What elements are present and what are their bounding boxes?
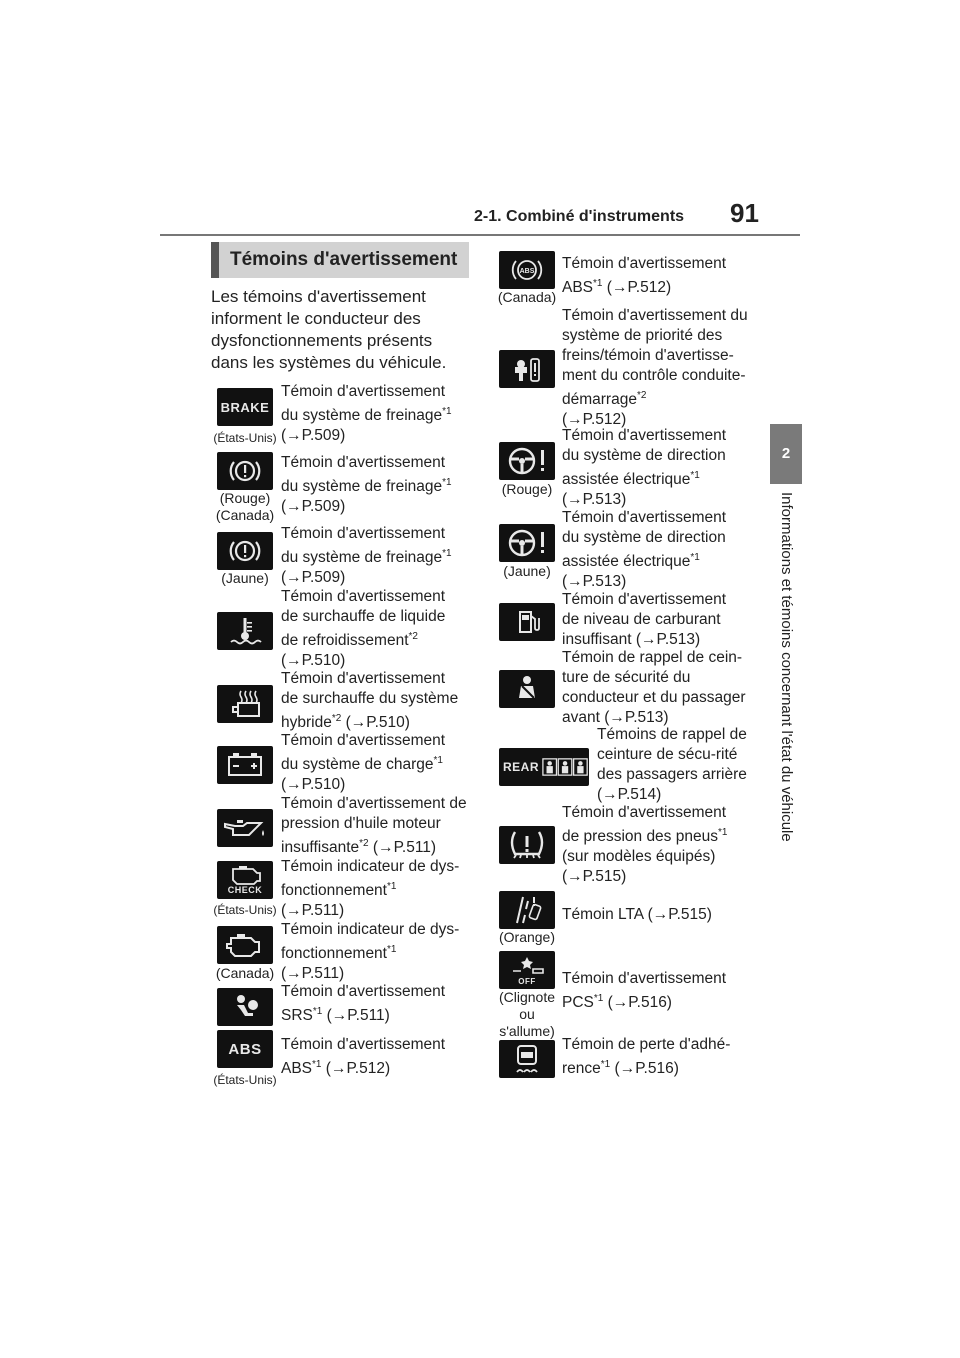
chapter-tab: 2: [770, 424, 802, 484]
srs-airbag-icon: [217, 988, 273, 1026]
coolant-temp-icon: [217, 612, 273, 650]
page-number: 91: [730, 198, 759, 228]
brake-circle-icon: [217, 532, 273, 570]
warning-description: Témoin LTA (→P.515): [562, 906, 712, 923]
icon-caption: (Canada): [215, 965, 275, 981]
warning-description: Témoin indicateur de dys-fonctionnement$^{*1}$ (→P.511): [281, 858, 460, 920]
engine-icon: [217, 926, 273, 964]
brake-circle-icon: [217, 452, 273, 490]
warning-description: Témoin d'avertissement du système de priorité des freins/témoin d'avertisse-ment du contrôle conduite-démarrage$^{*2}$ (→P.512): [562, 307, 748, 429]
warning-description: Témoin d'avertissement de pression d'huile moteur insuffisante$^{*2}$ (→P.511): [281, 795, 467, 857]
warning-description: Témoin d'avertissement du système de freinage$^{*1}$ (→P.509): [281, 383, 452, 445]
warning-description: Témoin d'avertissement PCS$^{*1}$ (→P.516): [562, 970, 727, 1012]
warning-description: Témoin d'avertissement du système de charge$^{*1}$ (→P.510): [281, 732, 446, 794]
seatbelt-icon: [499, 670, 555, 708]
icon-caption: (États-Unis): [213, 1073, 277, 1087]
battery-icon: [217, 746, 273, 784]
icon-caption: (Orange): [498, 929, 556, 945]
icon-caption: (Jaune): [221, 570, 269, 586]
section-title: Témoins d'avertissement: [230, 249, 458, 270]
warning-description: Témoin de perte d'adhé-rence$^{*1}$ (→P.516): [562, 1036, 731, 1078]
brake-priority-icon: [499, 350, 555, 388]
icon-caption: (États-Unis): [213, 431, 277, 445]
warning-description: Témoin d'avertissement de surchauffe de liquide de refroidissement$^{*2}$ (→P.510): [281, 588, 446, 670]
steering-warning-icon: [499, 442, 555, 480]
warning-description: Témoin d'avertissement SRS$^{*1}$ (→P.511): [281, 983, 446, 1025]
chapter-side-title: Informations et témoins concernant l'état du véhicule: [778, 492, 795, 842]
section-intro: Les témoins d'avertissement informent le conducteur des dysfonctionnements présents dans les systèmes du véhicule.: [211, 287, 447, 372]
warning-description: Témoin d'avertissement du système de direction assistée électrique$^{*1}$ (→P.513): [562, 427, 727, 509]
rear-seatbelt-icon: REAR: [499, 748, 589, 786]
chapter-title: 2-1. Combiné d'instruments: [474, 208, 685, 225]
header-rule: [160, 234, 800, 236]
warning-description: Témoin d'avertissement ABS$^{*1}$ (→P.512): [562, 255, 727, 297]
icon-caption: (Canada): [497, 289, 557, 305]
check-engine-icon: CHECK: [217, 861, 273, 899]
hybrid-overheat-icon: [217, 685, 273, 723]
brake-text-icon: BRAKE: [217, 388, 273, 426]
icon-caption: (Rouge): [501, 481, 553, 497]
abs-text-icon: ABS: [217, 1030, 273, 1068]
icon-caption: (États-Unis): [213, 903, 277, 917]
section-header: [211, 242, 469, 278]
svg-text:ABS: ABS: [519, 268, 535, 275]
steering-warning-icon: [499, 524, 555, 562]
warning-description: Témoin d'avertissement de pression des pneus$^{*1}$ (sur modèles équipés) (→P.515): [562, 804, 728, 886]
warning-description: Témoin d'avertissement de surchauffe du système hybride$^{*2}$ (→P.510): [281, 670, 459, 732]
fuel-pump-icon: [499, 603, 555, 641]
slip-indicator-icon: [499, 1040, 555, 1078]
warning-description: Témoin d'avertissement ABS$^{*1}$ (→P.512): [281, 1036, 446, 1078]
warning-description: Témoin indicateur de dys-fonctionnement$^{*1}$ (→P.511): [281, 921, 460, 983]
icon-caption: (Jaune): [503, 563, 551, 579]
lta-icon: [499, 891, 555, 929]
tire-pressure-icon: [499, 826, 555, 864]
icon-caption: (Rouge) (Canada): [215, 490, 275, 523]
warning-description: Témoin d'avertissement du système de direction assistée électrique$^{*1}$ (→P.513): [562, 509, 727, 591]
pcs-off-icon: OFF: [499, 951, 555, 989]
warning-description: Témoin d'avertissement du système de freinage$^{*1}$ (→P.509): [281, 525, 452, 587]
abs-circle-icon: [499, 251, 555, 289]
oil-pressure-icon: [217, 809, 273, 847]
warning-description: Témoins de rappel de ceinture de sécu-rité des passagers arrière (→P.514): [597, 726, 747, 803]
warning-description: Témoin de rappel de cein-ture de sécurité du conducteur et du passager avant (→P.513): [562, 649, 746, 726]
warning-description: Témoin d'avertissement de niveau de carburant insuffisant (→P.513): [562, 591, 727, 648]
icon-caption: (Clignote ou s'allume): [498, 989, 556, 1039]
warning-description: Témoin d'avertissement du système de freinage$^{*1}$ (→P.509): [281, 454, 452, 516]
